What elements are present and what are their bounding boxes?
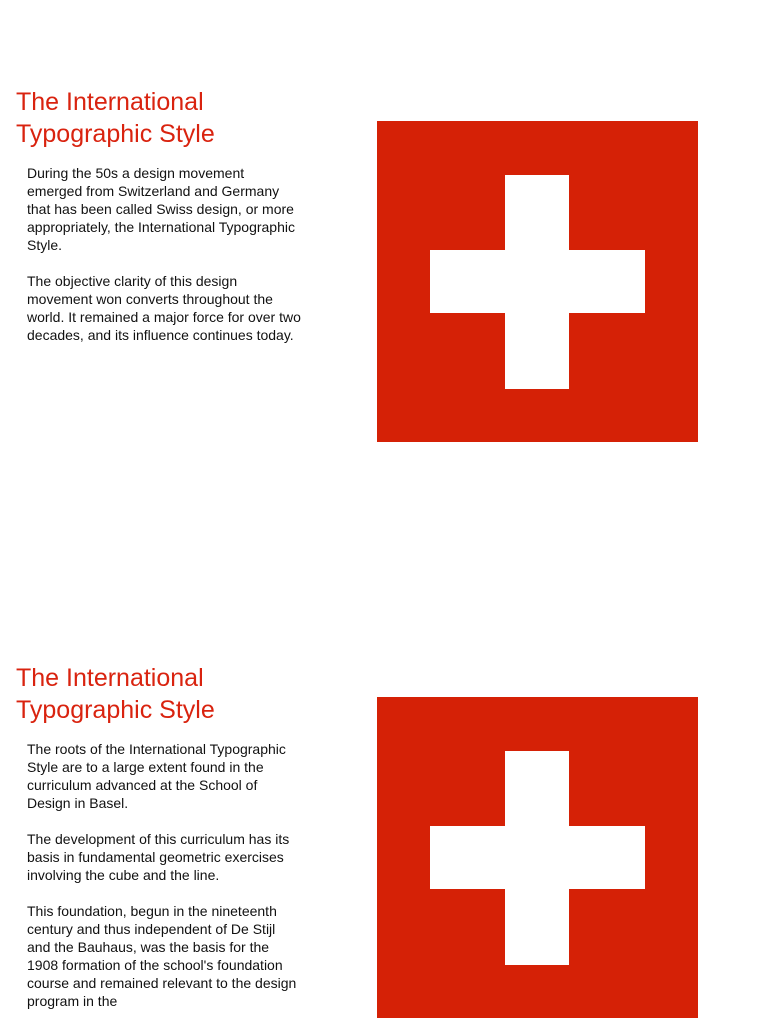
slide-body — [27, 164, 302, 362]
title-line-2: Typographic Style — [16, 696, 215, 724]
paragraph: This foundation, begun in the nineteenth century and thus independent of De Stijl and the Bauhaus, was the basis for the 1908 formation of the school's foundation course and remained relevant to the design program in the — [27, 903, 297, 1009]
slide-body — [27, 740, 302, 1028]
flag-cross-horizontal — [430, 826, 645, 889]
title-line-1: The International — [16, 88, 204, 116]
swiss-flag-icon — [377, 121, 698, 442]
title-line-1: The International — [16, 664, 204, 692]
paragraph: The development of this curriculum has its basis in fundamental geometric exercises involving the cube and the line. — [27, 831, 290, 883]
slide-title — [16, 86, 336, 150]
swiss-flag-image — [377, 697, 698, 1018]
paragraph: The roots of the International Typographic Style are to a large extent found in the curriculum advanced at the School of Design in Basel. — [27, 741, 286, 811]
flag-cross-horizontal — [430, 250, 645, 313]
swiss-flag-icon — [377, 697, 698, 1018]
title-line-2: Typographic Style — [16, 120, 215, 148]
paragraph: The objective clarity of this design movement won converts throughout the world. It remained a major force for over two decades, and its influence continues today. — [27, 273, 301, 343]
paragraph: During the 50s a design movement emerged from Switzerland and Germany that has been called Swiss design, or more appropriately, the International Typographic Style. — [27, 165, 295, 253]
slide-title — [16, 662, 336, 726]
swiss-flag-image — [377, 121, 698, 442]
